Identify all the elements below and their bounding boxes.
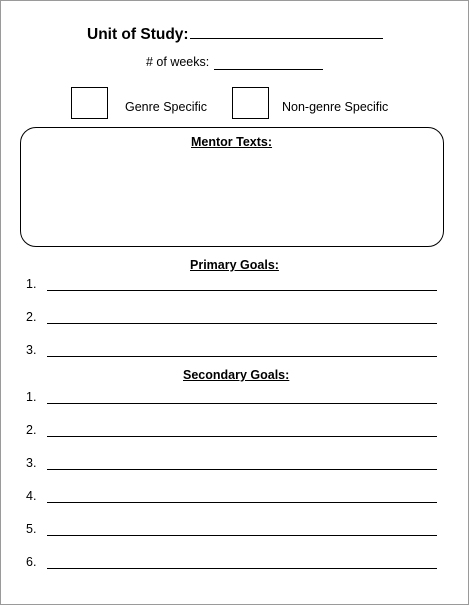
unit-of-study-field[interactable] (190, 38, 383, 39)
genre-specific-checkbox[interactable] (71, 87, 108, 119)
secondary-goal-line[interactable] (47, 436, 437, 437)
non-genre-specific-label: Non-genre Specific (282, 100, 389, 114)
secondary-goal-number: 1. (26, 390, 37, 404)
weeks-field[interactable] (214, 69, 323, 70)
secondary-goal-line[interactable] (47, 403, 437, 404)
primary-goal-number: 3. (26, 343, 37, 357)
non-genre-specific-checkbox[interactable] (232, 87, 269, 119)
weeks-label: # of weeks: (146, 55, 210, 69)
secondary-goal-line[interactable] (47, 502, 437, 503)
page-title: Unit of Study: (87, 26, 189, 43)
secondary-goal-number: 5. (26, 522, 37, 536)
primary-goal-line[interactable] (47, 356, 437, 357)
primary-goal-line[interactable] (47, 323, 437, 324)
primary-goal-number: 1. (26, 277, 37, 291)
primary-goal-number: 2. (26, 310, 37, 324)
genre-specific-label: Genre Specific (125, 100, 207, 114)
secondary-goal-number: 2. (26, 423, 37, 437)
mentor-texts-heading: Mentor Texts: (191, 135, 273, 149)
title-row (87, 22, 189, 44)
secondary-goal-number: 4. (26, 489, 37, 503)
secondary-goal-number: 3. (26, 456, 37, 470)
primary-goal-line[interactable] (47, 290, 437, 291)
secondary-goal-line[interactable] (47, 535, 437, 536)
secondary-goal-line[interactable] (47, 469, 437, 470)
primary-goals-heading: Primary Goals: (190, 258, 279, 272)
secondary-goals-heading: Secondary Goals: (183, 368, 290, 382)
secondary-goal-line[interactable] (47, 568, 437, 569)
secondary-goal-number: 6. (26, 555, 37, 569)
